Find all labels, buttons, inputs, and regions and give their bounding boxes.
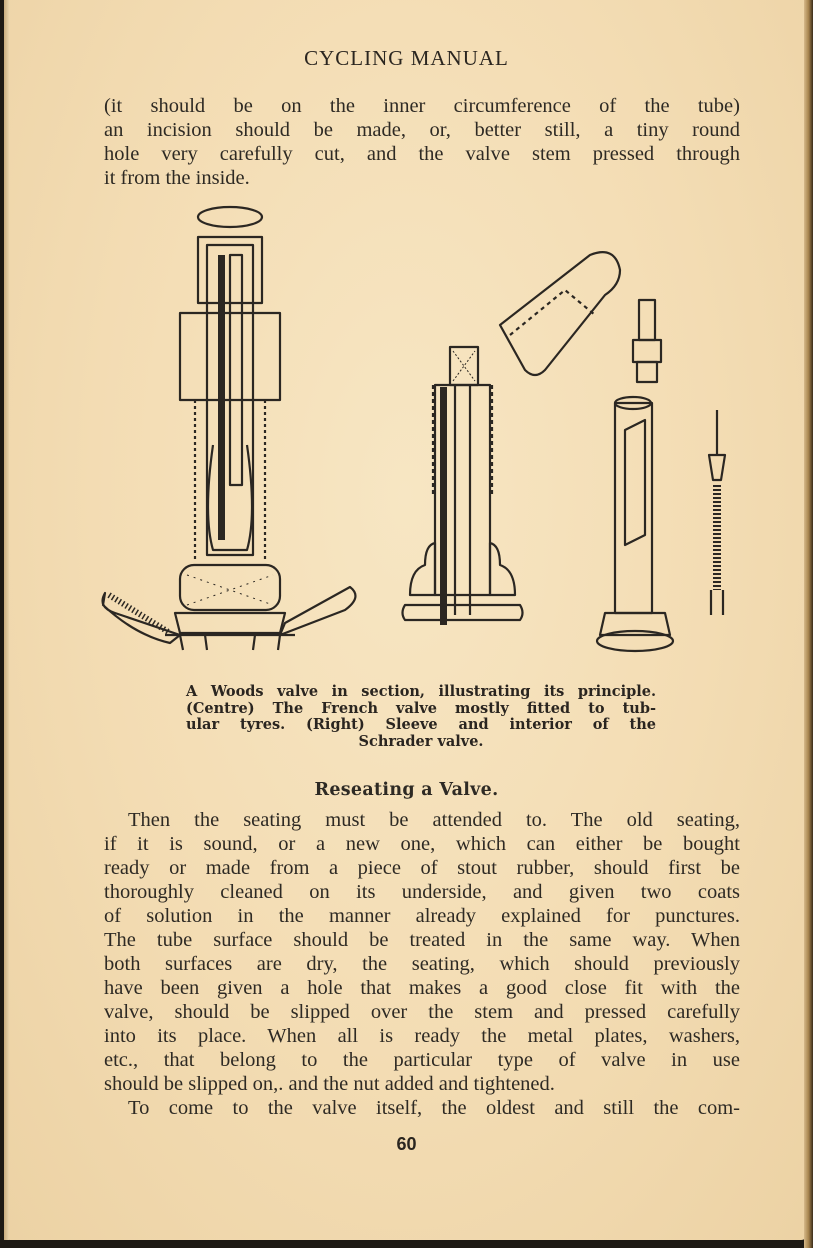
section-paragraph-1 [104, 808, 740, 1120]
text-line: have been given a hole that makes a good close fit with the [104, 977, 740, 999]
schrader-valve-drawing [597, 300, 725, 651]
text-line: an incision should be made, or, better still, a tiny round [104, 119, 740, 141]
caption-line: ular tyres. (Right) Sleeve and interior of the [186, 716, 656, 733]
text-line: The tube surface should be treated in the same way. When [104, 929, 740, 951]
page-number: 60 [396, 1134, 417, 1154]
french-valve-drawing [403, 347, 523, 625]
running-head: CYCLING MANUAL [304, 46, 509, 70]
caption-line: Schrader valve. [358, 732, 484, 750]
text-line: thoroughly cleaned on its underside, and given two coats [104, 881, 740, 903]
caption-line: A Woods valve in section, illustrating its principle. [186, 683, 656, 700]
section-heading: Reseating a Valve. [314, 780, 499, 800]
text-line: if it is sound, or a new one, which can either be bought [104, 833, 740, 855]
page-right-edge [804, 0, 813, 1248]
caption-line: (Centre) The French valve mostly fitted to tub- [186, 699, 656, 717]
text-line: (it should be on the inner circumference of the tube) [104, 95, 740, 117]
text-line: ready or made from a piece of stout rubber, should first be [104, 857, 740, 879]
text-line: it from the inside. [104, 167, 250, 189]
text-line: To come to the valve itself, the oldest and still the com- [128, 1097, 740, 1119]
text-line: should be slipped on,. and the nut added and tightened. [104, 1073, 555, 1095]
valve-cap-drawing [500, 252, 620, 375]
text-line: etc., that belong to the particular type of valve in use [104, 1049, 740, 1071]
text-line: Then the seating must be attended to. The old seating, [128, 809, 740, 831]
valve-illustration [95, 195, 745, 665]
intro-paragraph [104, 94, 740, 190]
text-line: valve, should be slipped over the stem and pressed carefully [104, 1001, 740, 1023]
woods-valve-drawing [103, 207, 356, 650]
text-line: into its place. When all is ready the metal plates, washers, [104, 1025, 740, 1047]
page-left-edge [4, 0, 9, 1240]
text-line: hole very carefully cut, and the valve stem pressed through [104, 143, 740, 165]
figure-caption [186, 684, 656, 750]
text-line: of solution in the manner already explained for punctures. [104, 905, 740, 927]
text-line: both surfaces are dry, the seating, which should previously [104, 953, 740, 975]
